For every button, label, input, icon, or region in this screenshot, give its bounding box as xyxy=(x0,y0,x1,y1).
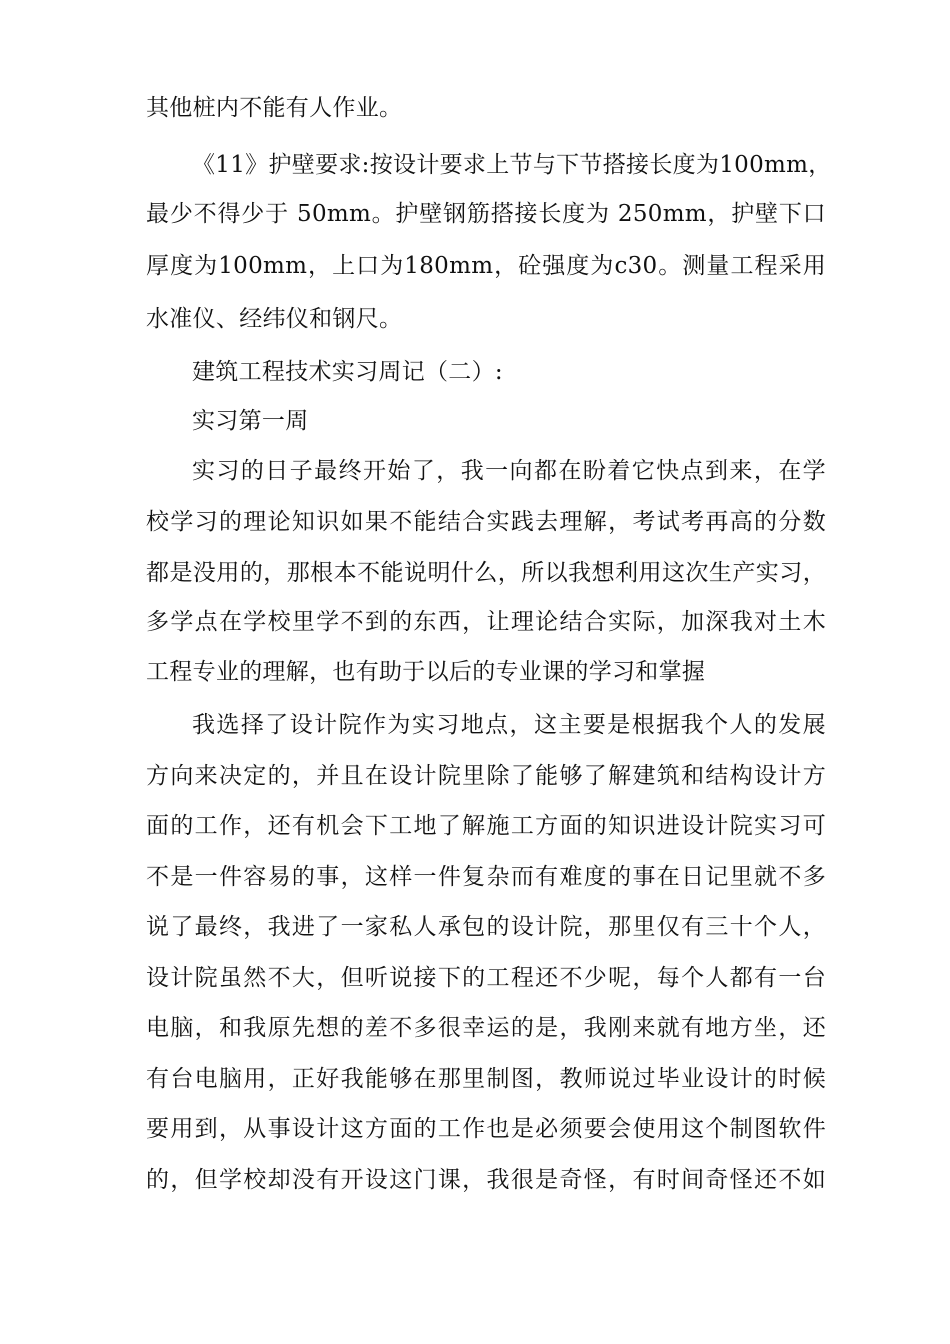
text-line: 实习的日子最终开始了，我一向都在盼着它快点到来，在学 xyxy=(192,458,826,484)
subheading: 实习第一周 xyxy=(192,408,309,434)
section-heading: 建筑工程技术实习周记（二）: xyxy=(192,359,503,385)
text-line: 其他桩内不能有人作业。 xyxy=(146,95,403,121)
text-line: 电脑，和我原先想的差不多很幸运的是，我刚来就有地方坐，还 xyxy=(146,1015,826,1041)
text-line: 面的工作，还有机会下工地了解施工方面的知识进设计院实习可 xyxy=(146,813,826,839)
text-line: 最少不得少于 50mm。护壁钢筋搭接长度为 250mm，护壁下口 xyxy=(146,201,826,227)
text-line: 我选择了设计院作为实习地点，这主要是根据我个人的发展 xyxy=(192,712,826,738)
text-line: 方向来决定的，并且在设计院里除了能够了解建筑和结构设计方 xyxy=(146,763,826,789)
text-line: 说了最终，我进了一家私人承包的设计院，那里仅有三十个人， xyxy=(146,914,826,940)
text-line: 有台电脑用，正好我能够在那里制图，教师说过毕业设计的时候 xyxy=(146,1066,826,1092)
text-line: 厚度为100mm，上口为180mm，砼强度为c30。测量工程采用 xyxy=(146,253,826,279)
text-line: 不是一件容易的事，这样一件复杂而有难度的事在日记里就不多 xyxy=(146,864,826,890)
text-line: 多学点在学校里学不到的东西，让理论结合实际，加深我对土木 xyxy=(146,609,826,635)
text-line: 都是没用的，那根本不能说明什么，所以我想利用这次生产实习， xyxy=(146,560,826,586)
text-line: 要用到，从事设计这方面的工作也是必须要会使用这个制图软件 xyxy=(146,1116,826,1142)
text-line: 的，但学校却没有开设这门课，我很是奇怪，有时间奇怪还不如 xyxy=(146,1167,826,1193)
text-line: 《11》护壁要求:按设计要求上节与下节搭接长度为100mm， xyxy=(192,152,832,178)
text-line: 校学习的理论知识如果不能结合实践去理解，考试考再高的分数 xyxy=(146,509,826,535)
text-line: 水准仪、经纬仪和钢尺。 xyxy=(146,306,403,332)
text-line: 设计院虽然不大，但听说接下的工程还不少呢，每个人都有一台 xyxy=(146,965,826,991)
text-line: 工程专业的理解，也有助于以后的专业课的学习和掌握 xyxy=(146,659,706,685)
